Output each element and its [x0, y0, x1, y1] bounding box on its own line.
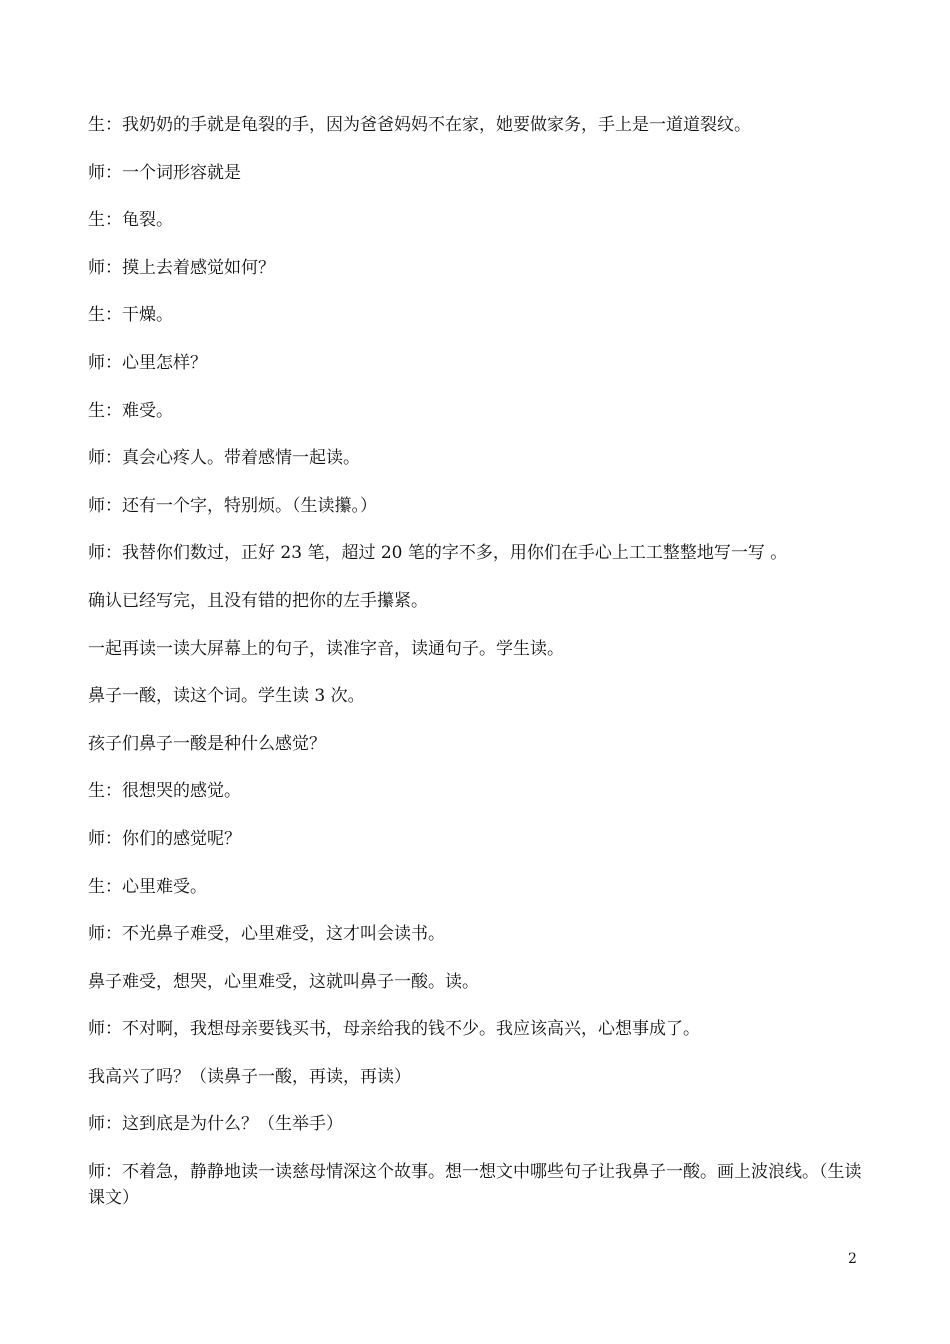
paragraph-12: 一起再读一读大屏幕上的句子，读准字音，读通句子。学生读。 — [88, 638, 564, 659]
paragraph-21: 我高兴了吗？（读鼻子一酸，再读，再读） — [88, 1066, 411, 1087]
paragraph-6: 师：心里怎样？ — [88, 352, 207, 373]
paragraph-16: 师：你们的感觉呢？ — [88, 828, 241, 849]
paragraph-8: 师：真会心疼人。带着感情一起读。 — [88, 448, 360, 469]
body-text — [88, 112, 868, 1211]
paragraph-2: 师：一个词形容就是 — [88, 162, 241, 183]
paragraph-15: 生：很想哭的感觉。 — [88, 781, 241, 802]
paragraph-13: 鼻子一酸，读这个词。学生读 3 次。 — [88, 686, 365, 707]
paragraph-3: 生：龟裂。 — [88, 210, 173, 231]
paragraph-20: 师：不对啊，我想母亲要钱买书，母亲给我的钱不少。我应该高兴，心想事成了。 — [88, 1019, 700, 1040]
paragraph-22: 师：这到底是为什么？（生举手） — [88, 1114, 343, 1135]
paragraph-11: 确认已经写完，且没有错的把你的左手攥紧。 — [88, 590, 428, 611]
paragraph-5: 生：干燥。 — [88, 305, 173, 326]
paragraph-14: 孩子们鼻子一酸是种什么感觉？ — [88, 733, 326, 754]
paragraph-4: 师：摸上去着感觉如何？ — [88, 257, 275, 278]
paragraph-9: 师：还有一个字，特别烦。（生读攥。） — [88, 495, 377, 516]
paragraph-7: 生：难受。 — [88, 400, 173, 421]
paragraph-19: 鼻子难受，想哭，心里难受，这就叫鼻子一酸。读。 — [88, 971, 479, 992]
paragraph-1: 生：我奶奶的手就是龟裂的手，因为爸爸妈妈不在家，她要做家务，手上是一道道裂纹。 — [88, 115, 751, 135]
page-number: 2 — [848, 1251, 857, 1267]
paragraph-18: 师：不光鼻子难受，心里难受，这才叫会读书。 — [88, 924, 445, 945]
paragraph-10: 师：我替你们数过，正好 23 笔，超过 20 笔的字不多，用你们在手心上工工整整地写一写 。 — [88, 543, 788, 564]
paragraph-23: 师：不着急，静静地读一读慈母情深这个故事。想一想文中哪些句子让我鼻子一酸。画上波浪线。（生读课文） — [88, 1162, 862, 1209]
paragraph-17: 生：心里难受。 — [88, 876, 207, 897]
